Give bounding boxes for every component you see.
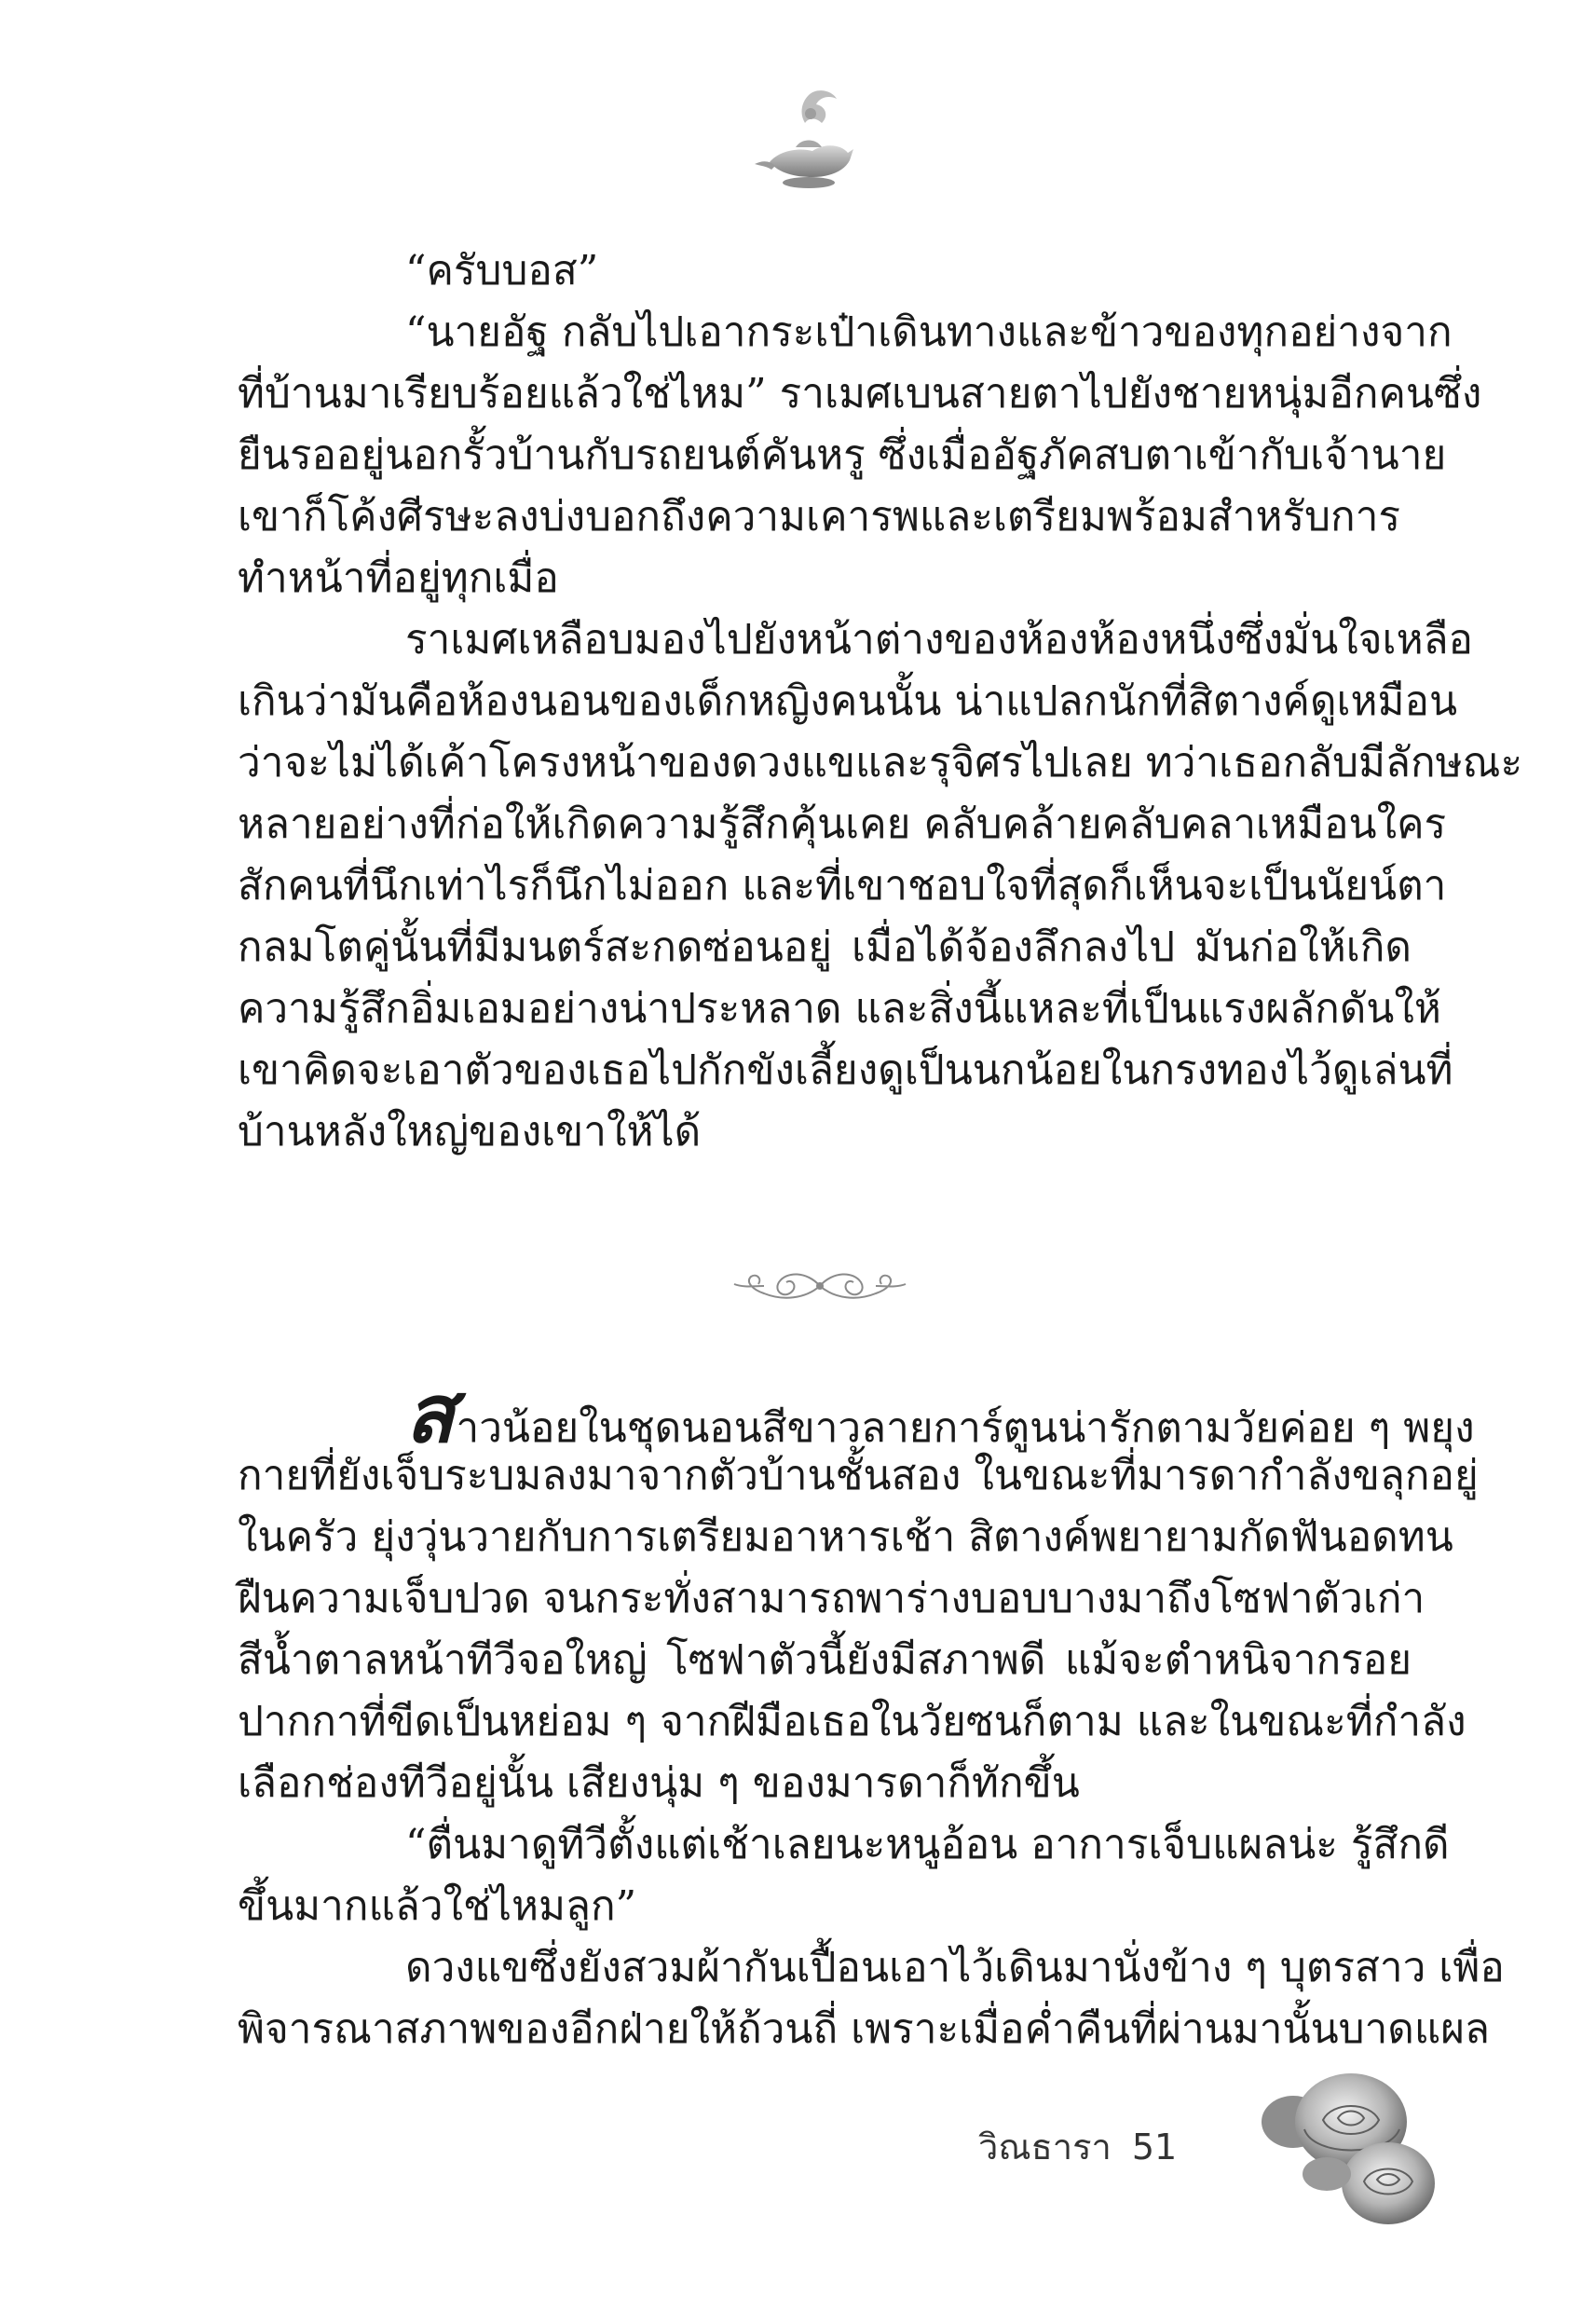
paragraph-line: บ้านหลังใหญ่ของเขาให้ได้ — [238, 1108, 702, 1156]
paragraph-line: เขาคิดจะเอาตัวของเธอไปกักขังเลี้ยงดูเป็นนกน้อยในกรงทองไว้ดูเล่นที่ — [238, 1046, 1453, 1094]
paragraph-line — [238, 1367, 1475, 1461]
page-number: 51 — [1131, 2126, 1178, 2167]
paragraph-line: พิจารณาสภาพของอีกฝ่ายให้ถ้วนถี่ เพราะเมื่อค่ำคืนที่ผ่านมานั้นบาดแผล — [238, 2005, 1490, 2053]
book-title: วิณธารา — [978, 2126, 1112, 2167]
paragraph-line: เลือกช่องทีวีอยู่นั้น เสียงนุ่ม ๆ ของมารดาก็ทักขึ้น — [238, 1759, 1080, 1807]
section-divider-ornament — [727, 1258, 913, 1314]
paragraph-line: ที่บ้านมาเรียบร้อยแล้วใช่ไหม” ราเมศเบนสายตาไปยังชายหนุ่มอีกคนซึ่ง — [238, 370, 1482, 417]
paragraph-line: กลมโตคู่นั้นที่มีมนตร์สะกดซ่อนอยู่ เมื่อได้จ้องลึกลงไป มันก่อให้เกิด — [238, 923, 1412, 971]
text-block-1 — [238, 240, 1523, 1163]
drop-cap: ส — [405, 1367, 455, 1461]
paragraph-line: ขึ้นมากแล้วใช่ไหมลูก” — [238, 1882, 637, 1930]
page-footer — [978, 2118, 1177, 2175]
paragraph-line: “ครับบอส” — [405, 247, 599, 294]
paragraph-line: ราเมศเหลือบมองไปยังหน้าต่างของห้องห้องหนึ่งซึ่งมั่นใจเหลือ — [405, 616, 1473, 663]
paragraph-line: ยืนรออยู่นอกรั้วบ้านกับรถยนต์คันหรู ซึ่งเมื่ออัฐภัคสบตาเข้ากับเจ้านาย — [238, 431, 1447, 479]
paragraph-line: ฝืนความเจ็บปวด จนกระทั่งสามารถพาร่างบอบบางมาถึงโซฟาตัวเก่า — [238, 1575, 1425, 1622]
paragraph-line: ว่าจะไม่ได้เค้าโครงหน้าของดวงแขและรุจิศรไปเลย ทว่าเธอกลับมีลักษณะ — [238, 739, 1523, 786]
paragraph-line: เขาก็โค้งศีรษะลงบ่งบอกถึงความเคารพและเตรียมพร้อมสำหรับการ — [238, 493, 1401, 540]
paragraph-line: กายที่ยังเจ็บระบมลงมาจากตัวบ้านชั้นสอง ในขณะที่มารดากำลังขลุกอยู่ — [238, 1452, 1479, 1499]
paragraph-line: ความรู้สึกอิ่มเอมอย่างน่าประหลาด และสิ่งนี้แหละที่เป็นแรงผลักดันให้ — [238, 985, 1441, 1032]
paragraph-line: “นายอัฐ กลับไปเอากระเป๋าเดินทางและข้าวของทุกอย่างจาก — [405, 308, 1453, 356]
paragraph-line: ดวงแขซึ่งยังสวมผ้ากันเปื้อนเอาไว้เดินมานั่งข้าง ๆ บุตรสาว เพื่อ — [405, 1944, 1505, 1991]
paragraph-line: หลายอย่างที่ก่อให้เกิดความรู้สึกคุ้นเคย คลับคล้ายคลับคลาเหมือนใคร — [238, 800, 1447, 848]
paragraph-line: “ตื่นมาดูทีวีตั้งแต่เช้าเลยนะหนูอ้อน อาการเจ็บแผลน่ะ รู้สึกดี — [405, 1821, 1450, 1868]
genie-lamp-ornament — [751, 86, 863, 198]
paragraph-line: เกินว่ามันคือห้องนอนของเด็กหญิงคนนั้น น่าแปลกนักที่สิตางค์ดูเหมือน — [238, 677, 1458, 725]
paragraph-line: ในครัว ยุ่งวุ่นวายกับการเตรียมอาหารเช้า สิตางค์พยายามกัดฟันอดทน — [238, 1513, 1453, 1561]
paragraph-line: ทำหน้าที่อยู่ทุกเมื่อ — [238, 554, 559, 602]
paragraph-line: สักคนที่นึกเท่าไรก็นึกไม่ออก และที่เขาชอบใจที่สุดก็เห็นจะเป็นนัยน์ตา — [238, 862, 1447, 909]
first-line-text: าวน้อยในชุดนอนสีขาวลายการ์ตูนน่ารักตามวัยค่อย ๆ พยุง — [456, 1404, 1475, 1452]
roses-ornament — [1248, 2064, 1463, 2250]
paragraph-line: ปากกาที่ขีดเป็นหย่อม ๆ จากฝีมือเธอในวัยซนก็ตาม และในขณะที่กำลัง — [238, 1698, 1466, 1745]
paragraph-line: สีน้ำตาลหน้าทีวีจอใหญ่ โซฟาตัวนี้ยังมีสภาพดี แม้จะตำหนิจากรอย — [238, 1636, 1412, 1684]
text-block-2 — [238, 1367, 1505, 2060]
